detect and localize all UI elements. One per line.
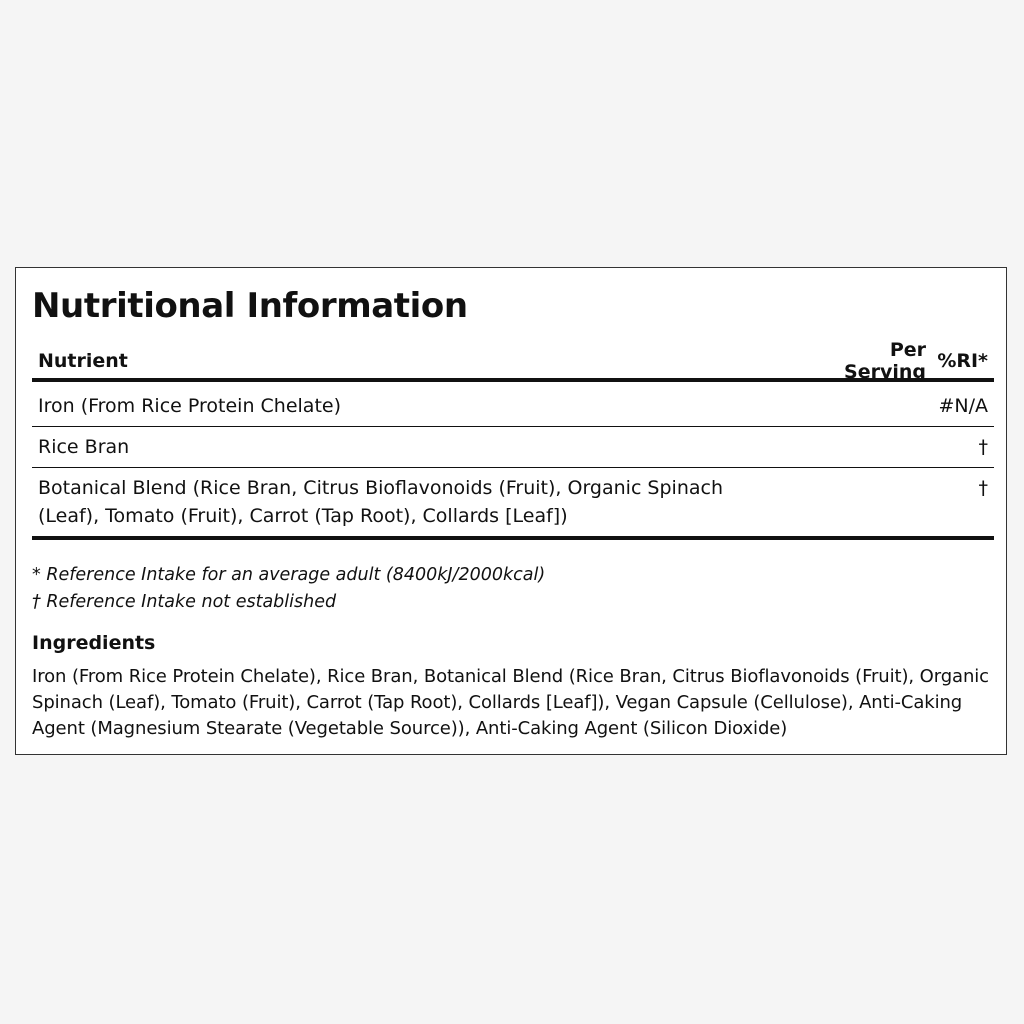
ingredients-heading: Ingredients: [32, 632, 156, 654]
nutrient-name: Botanical Blend (Rice Bran, Citrus Bioflavonoids (Fruit), Organic Spinach (Leaf), Tomato (Fruit), Carrot (Tap Root), Collards [Leaf]): [38, 477, 724, 527]
table-row: [32, 386, 994, 427]
footnote-reference-intake: * Reference Intake for an average adult (8400kJ/2000kcal): [32, 565, 546, 585]
header-ri: %RI*: [937, 350, 988, 372]
nutrient-name: Iron (From Rice Protein Chelate): [38, 395, 341, 417]
nutrient-name: Rice Bran: [38, 436, 130, 458]
table-row: [32, 427, 994, 468]
ri-value: †: [978, 477, 988, 499]
nutrition-table: [32, 339, 994, 540]
table-row: [32, 468, 994, 540]
label-title: Nutritional Information: [32, 286, 468, 326]
ri-value: †: [978, 436, 988, 458]
nutrition-label-panel: [15, 267, 1007, 755]
table-header-row: [32, 339, 994, 383]
header-nutrient: Nutrient: [38, 350, 128, 372]
ingredients-text: Iron (From Rice Protein Chelate), Rice Bran, Botanical Blend (Rice Bran, Citrus Bioflavonoids (Fruit), Organic Spinach (Leaf), Tomato (Fruit), Carrot (Tap Root), Collards [Leaf]), Vegan Capsule (Cellulose), Anti-Caking Agent (Magnesium Stearate (Vegetable Source)), Anti-Caking Agent (Silicon Dioxide): [32, 666, 989, 739]
footnote-not-established: † Reference Intake not established: [32, 592, 337, 612]
ri-value: #N/A: [938, 395, 988, 417]
header-per-serving: Per Serving: [844, 339, 926, 383]
footnotes: [32, 562, 545, 616]
